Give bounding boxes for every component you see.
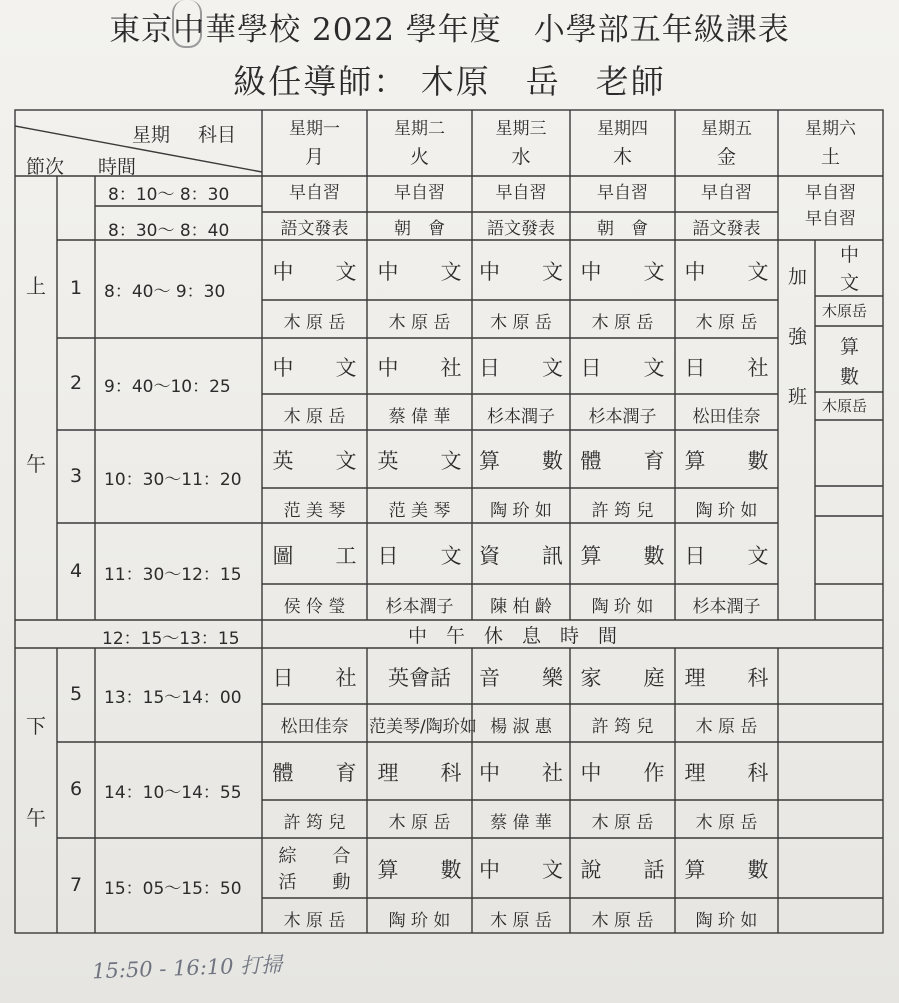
morning-activity-1: 早自習 <box>495 183 547 203</box>
homeroom-teacher: 級任導師： 木原 岳 老師 <box>233 62 666 101</box>
enrichment-char-1: 加 <box>788 266 808 288</box>
morning-activity-2: 語文發表 <box>692 219 761 239</box>
teacher-cell: 木 原 岳 <box>490 313 552 333</box>
subject-cell: 算 數 <box>580 543 665 568</box>
saturday-subject-1a: 中 <box>840 244 860 266</box>
teacher-cell: 陶 玠 如 <box>695 911 758 931</box>
subject-cell: 資 訊 <box>479 543 563 568</box>
teacher-cell: 陶 玠 如 <box>591 597 654 617</box>
morning-activity-1: 早自習 <box>701 183 752 203</box>
handwritten-note: 15:50 - 16:10 打掃 <box>91 952 283 984</box>
morning-activity-2: 語文發表 <box>487 219 555 239</box>
teacher-cell: 蔡 偉 華 <box>490 813 552 833</box>
subject-cell: 英 文 <box>272 449 357 473</box>
day-header-kanji: 水 <box>511 146 531 168</box>
subject-cell: 日 文 <box>377 543 462 568</box>
teacher-cell: 陶 玠 如 <box>695 501 758 521</box>
subject-cell: 中 文 <box>479 260 563 284</box>
day-header-name: 星期六 <box>805 119 856 139</box>
day-header-kanji: 月 <box>304 146 324 168</box>
teacher-cell: 木 原 岳 <box>388 313 451 333</box>
session-am-2: 午 <box>26 452 46 476</box>
teacher-cell: 木 原 岳 <box>283 911 346 931</box>
teacher-cell: 松田佳奈 <box>692 407 761 427</box>
subject-cell: 日 社 <box>272 666 357 690</box>
period-time: 15：05～15：50 <box>104 878 242 899</box>
teacher-cell: 杉本潤子 <box>487 407 555 427</box>
schedule-title: 東京中華學校 2022 學年度 小學部五年級課表 <box>109 12 790 48</box>
day-header-name: 星期五 <box>701 119 752 139</box>
subject-cell: 中 文 <box>580 260 665 284</box>
subject-cell: 日 文 <box>580 356 665 380</box>
teacher-cell: 許 筠 兒 <box>591 501 654 521</box>
period-number: 6 <box>70 778 83 800</box>
subject-cell: 英 文 <box>377 449 462 473</box>
session-pm-1: 下 <box>26 714 46 738</box>
teacher-cell: 蔡 偉 華 <box>388 407 451 427</box>
period-time: 14：10～14：55 <box>104 783 242 803</box>
subject-cell: 中 文 <box>272 356 357 380</box>
subject-cell: 中 文 <box>272 260 357 284</box>
enrichment-char-3: 班 <box>788 386 808 408</box>
session-am-1: 上 <box>26 274 46 298</box>
morning-time-1: 8：10～ 8：30 <box>108 185 230 205</box>
session-pm-2: 午 <box>26 806 46 830</box>
morning-activity-1: 早自習 <box>394 183 445 203</box>
subject-cell: 中 文 <box>479 858 563 882</box>
subject-cell: 日 文 <box>479 356 563 380</box>
morning-activity-2: 語文發表 <box>280 219 349 239</box>
teacher-cell: 范 美 琴 <box>283 501 346 521</box>
day-header-name: 星期三 <box>495 119 547 139</box>
day-header-name: 星期一 <box>289 119 340 139</box>
teacher-cell: 杉本潤子 <box>692 597 761 617</box>
day-header-name: 星期二 <box>394 119 445 139</box>
teacher-cell: 木 原 岳 <box>695 313 758 333</box>
period-number: 2 <box>70 372 83 394</box>
subject-cell: 日 社 <box>684 356 769 380</box>
period-time: 11：30～12：15 <box>104 564 242 585</box>
teacher-cell: 木 原 岳 <box>591 813 654 833</box>
subject-cell: 家 庭 <box>580 666 665 690</box>
subject-cell: 圖 工 <box>272 543 357 568</box>
teacher-cell: 杉本潤子 <box>385 597 454 617</box>
lunch-time: 12：15～13：15 <box>102 629 240 649</box>
subject-cell: 體 育 <box>272 761 357 785</box>
subject-cell: 理 科 <box>684 666 769 690</box>
teacher-cell: 楊 淑 惠 <box>490 717 552 737</box>
morning-activity-2: 朝 會 <box>394 219 445 239</box>
subject-cell: 中 社 <box>479 761 563 785</box>
period-time: 9：40～10：25 <box>104 377 231 397</box>
period-number: 1 <box>70 277 83 299</box>
teacher-cell: 陶 玠 如 <box>388 911 451 931</box>
subject-cell: 英會話 <box>388 666 451 690</box>
subject-cell: 算 數 <box>479 449 563 473</box>
saturday-subject-2a: 算 <box>840 336 860 358</box>
subject-cell: 算 數 <box>377 858 462 882</box>
subject-cell: 中 文 <box>377 260 462 284</box>
teacher-cell: 木 原 岳 <box>388 813 451 833</box>
subject-cell: 中 社 <box>377 356 462 380</box>
teacher-cell: 許 筠 兒 <box>283 813 346 833</box>
subject-cell: 說 話 <box>580 858 665 882</box>
subject-cell: 算 數 <box>684 858 769 882</box>
period-time: 10：30～11：20 <box>104 469 242 490</box>
header-weekday-label: 星期 <box>132 124 171 146</box>
saturday-subject-2b: 數 <box>840 366 860 388</box>
teacher-cell: 木 原 岳 <box>591 911 654 931</box>
subject-cell: 中 文 <box>684 260 769 284</box>
subject-cell: 活 動 <box>278 872 351 893</box>
teacher-cell: 松田佳奈 <box>280 717 349 737</box>
header-subject-label: 科目 <box>198 124 237 146</box>
period-number: 4 <box>70 559 83 582</box>
period-time: 13：15～14：00 <box>104 688 242 708</box>
saturday-subject-1b: 文 <box>840 272 860 294</box>
lunch-label: 中 午 休 息 時 間 <box>408 625 618 647</box>
saturday-teacher-1: 木原岳 <box>822 302 868 320</box>
day-header-kanji: 金 <box>716 146 736 168</box>
header-time-label: 時間 <box>98 156 137 178</box>
teacher-cell: 范美琴/陶玠如 <box>369 717 477 737</box>
period-number: 7 <box>70 873 83 896</box>
subject-cell: 理 科 <box>377 761 462 785</box>
morning-activity-1: 早自習 <box>289 183 340 203</box>
teacher-cell: 陳 柏 齡 <box>490 597 552 617</box>
day-header-kanji: 土 <box>820 146 840 168</box>
subject-cell: 理 科 <box>684 761 769 785</box>
period-number: 5 <box>70 683 83 705</box>
morning-activity-2: 朝 會 <box>597 219 648 239</box>
subject-cell: 日 文 <box>684 543 769 568</box>
morning-activity-1: 早自習 <box>597 183 648 203</box>
subject-cell: 音 樂 <box>479 666 563 690</box>
teacher-cell: 范 美 琴 <box>388 501 451 521</box>
subject-cell: 算 數 <box>684 449 769 473</box>
subject-cell: 中 作 <box>580 761 665 785</box>
teacher-cell: 木 原 岳 <box>283 313 346 333</box>
day-header-kanji: 木 <box>612 146 632 168</box>
teacher-cell: 杉本潤子 <box>588 407 657 427</box>
period-number: 3 <box>70 464 83 487</box>
teacher-cell: 木 原 岳 <box>283 407 346 427</box>
morning-activity-1: 早自習 <box>805 183 856 203</box>
saturday-teacher-2: 木原岳 <box>822 397 868 415</box>
teacher-cell: 木 原 岳 <box>490 911 552 931</box>
teacher-cell: 木 原 岳 <box>695 717 758 737</box>
teacher-cell: 陶 玠 如 <box>490 501 552 521</box>
header-period-label: 節次 <box>26 156 65 178</box>
day-header-kanji: 火 <box>409 146 429 168</box>
teacher-cell: 許 筠 兒 <box>591 717 654 737</box>
period-time: 8：40～ 9：30 <box>104 282 226 302</box>
morning-activity-2: 早自習 <box>805 209 856 229</box>
teacher-cell: 侯 伶 瑩 <box>283 597 346 617</box>
subject-cell: 綜 合 <box>278 846 351 867</box>
teacher-cell: 木 原 岳 <box>591 313 654 333</box>
day-header-name: 星期四 <box>597 119 648 139</box>
subject-cell: 體 育 <box>580 449 665 473</box>
teacher-cell: 木 原 岳 <box>695 813 758 833</box>
morning-time-2: 8：30～ 8：40 <box>108 221 230 241</box>
enrichment-char-2: 強 <box>788 326 808 348</box>
